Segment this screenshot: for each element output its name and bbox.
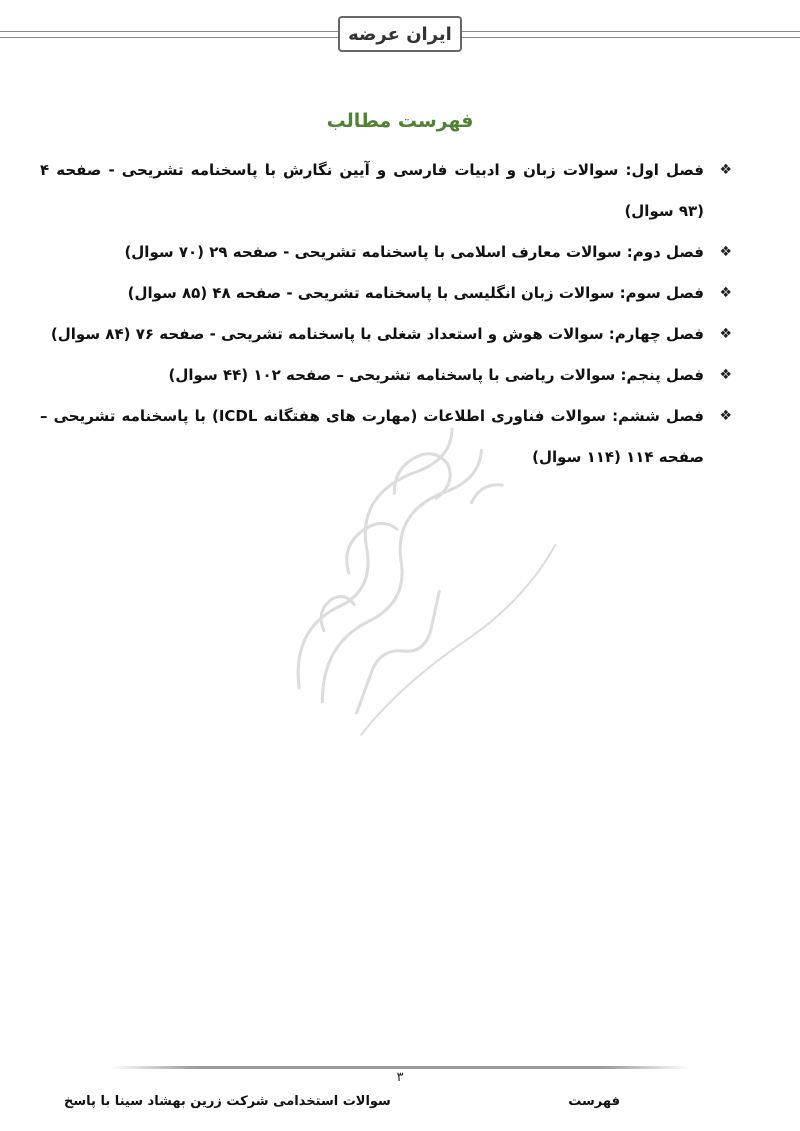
toc-item-chapter-3 <box>40 273 734 314</box>
toc-item-chapter-2 <box>40 232 734 273</box>
diamond-bullet-icon: ❖ <box>719 285 732 301</box>
toc-item-chapter-4 <box>40 314 734 355</box>
diamond-bullet-icon: ❖ <box>719 162 732 178</box>
header-logo-text: ایران عرضه <box>348 23 452 45</box>
toc-title: فهرست مطالب <box>326 110 474 132</box>
footer-section-label: فهرست <box>568 1094 620 1109</box>
header-rule-left <box>0 31 338 38</box>
diamond-bullet-icon: ❖ <box>719 408 732 424</box>
footer-document-title: سوالات استخدامی شرکت زرین بهشاد سینا با پاسخ <box>64 1094 391 1109</box>
page-number: ۳ <box>396 1070 404 1085</box>
footer-rule <box>110 1066 690 1069</box>
toc-item-text: فصل اول: سوالات زبان و ادبیات فارسی و آیین نگارش با پاسخنامه تشریحی - صفحه ۴ (۹۳ سوال) <box>40 161 704 220</box>
toc-item-text: فصل دوم: سوالات معارف اسلامی با پاسخنامه تشریحی - صفحه ۲۹ (۷۰ سوال) <box>124 243 704 261</box>
watermark-logo <box>215 410 595 750</box>
toc-item-chapter-1 <box>40 150 734 232</box>
toc-item-text: فصل ششم: سوالات فناوری اطلاعات (مهارت های هفتگانه ICDL) با پاسخنامه تشریحی – صفحه ۱۱۴ (۱۱۴ سوال) <box>40 407 704 466</box>
toc-item-text: فصل پنجم: سوالات ریاضی با پاسخنامه تشریحی – صفحه ۱۰۲ (۴۴ سوال) <box>168 366 704 384</box>
diamond-bullet-icon: ❖ <box>719 367 732 383</box>
header-logo <box>338 16 462 52</box>
toc-item-text: فصل سوم: سوالات زبان انگلیسی با پاسخنامه تشریحی - صفحه ۴۸ (۸۵ سوال) <box>127 284 704 302</box>
diamond-bullet-icon: ❖ <box>719 244 732 260</box>
toc-item-text: فصل چهارم: سوالات هوش و استعداد شغلی با پاسخنامه تشریحی - صفحه ۷۶ (۸۴ سوال) <box>50 325 704 343</box>
toc-item-chapter-5 <box>40 355 734 396</box>
diamond-bullet-icon: ❖ <box>719 326 732 342</box>
header-rule-right <box>462 31 800 38</box>
